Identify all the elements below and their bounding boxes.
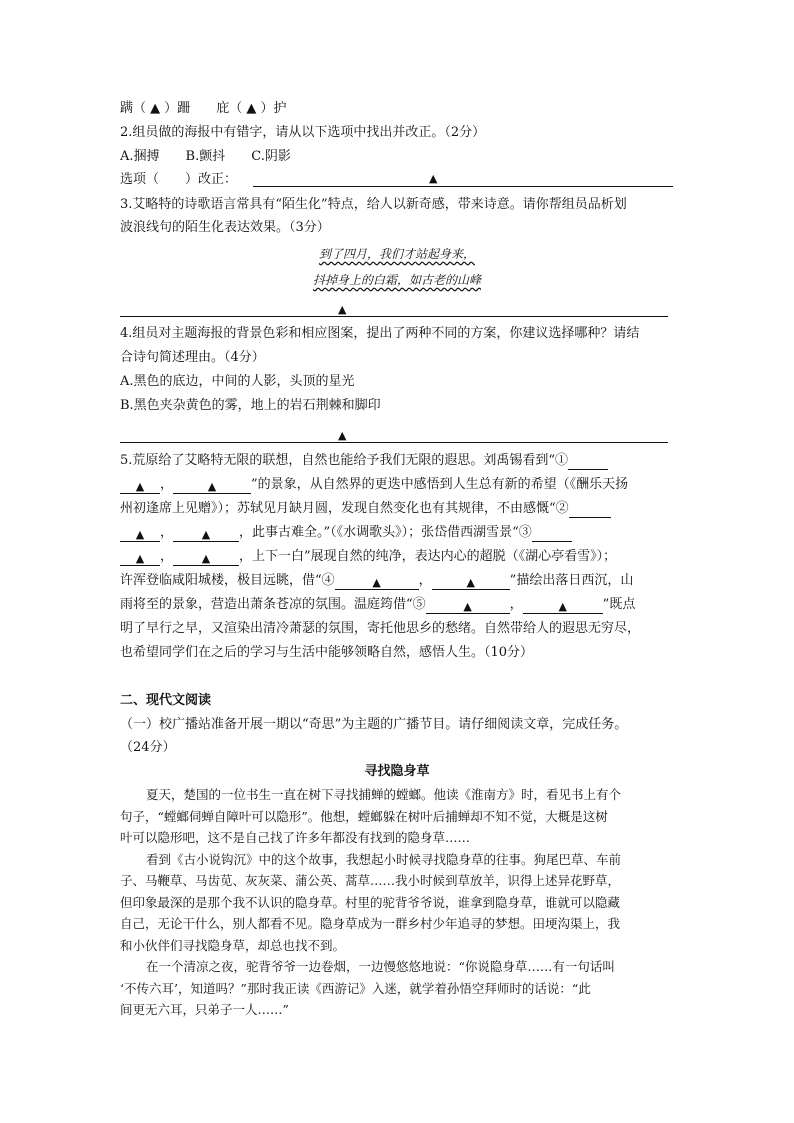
q3-prompt-1: 3.艾略特的诗歌语言常具有“陌生化”特点，给人以新奇感，带来诗意。请你帮组员品析划 — [120, 197, 627, 212]
article-p2-3: 但印象最深的是那个我不认识的隐身草。村里的驼背爷爷说，谁拿到隐身草，谁就可以隐藏 — [120, 895, 621, 910]
article-p3-1: 在一个清凉之夜，驼背爷爷一边卷烟，一边慢悠悠地说：“你说隐身草……有一句话叫 — [146, 959, 615, 974]
q3-answer-line[interactable] — [120, 316, 668, 317]
q5-blank-1a[interactable] — [568, 454, 608, 470]
q4-answer-line[interactable] — [120, 442, 668, 443]
q5-blank-5b[interactable]: ▲ — [523, 598, 603, 614]
q5-line-8: 明了早行之早，又渲染出清冷萧瑟的氛围，寄托他思乡的愁绪。自然带给人的遐思无穷尽， — [120, 621, 641, 636]
q3-poem-1: 到了四月，我们才站起身来， — [318, 247, 475, 261]
article-p2-2: 子、马鞭草、马齿苋、灰灰菜、蒲公英、蒿草……我小时候到草放羊，识得上述异花野草， — [120, 873, 621, 888]
q4-option-b: B.黑色夹杂黄色的雾，地上的岩石荆棘和脚印 — [120, 398, 381, 413]
article-p2-4: 自己，无论干什么，别人都看不见。隐身草成为一群乡村少年追寻的梦想。田埂沟渠上，我 — [120, 916, 621, 931]
article-p2-5: 和小伙伴们寻找隐身草，却总也找不到。 — [120, 938, 346, 953]
q5-blank-3a[interactable] — [532, 526, 572, 542]
q5-line-4: ▲ ， ▲ ，此事古难全。”（《水调歌头》）；张岱借西湖雪景“③ — [120, 524, 572, 542]
q2-answer-line — [120, 171, 237, 189]
q5-blank-5a[interactable]: ▲ — [426, 598, 510, 614]
pinyin-line: 蹒（ ▲ ）跚 庇（ ▲ ）护 — [120, 101, 287, 116]
article-p3-2: ‘不传六耳’，知道吗？”那时我正读《西游记》入迷，就学着孙悟空拜师时的话说：“此 — [120, 981, 591, 996]
q2-options: A.捆搏 B.颤抖 C.阴影 — [120, 149, 291, 164]
q5-blank-1b[interactable]: ▲ — [120, 478, 160, 494]
q2-prompt: 2.组员做的海报中有错字，请从以下选项中找出并改正。（2分） — [120, 125, 486, 140]
q5-blank-2a[interactable] — [569, 502, 611, 518]
q5-blank-4a[interactable]: ▲ — [335, 574, 419, 590]
q4-prompt-1: 4.组员对主题海报的背景色彩和相应图案，提出了两种不同的方案，你建议选择哪种？请结 — [120, 326, 640, 341]
q5-line-2: ▲ ， ▲ ”的景象，从自然界的更迭中感悟到人生总有新的希望（《酬乐天扬 — [120, 476, 628, 494]
q5-line-1: 5.荒原给了艾略特无限的联想，自然也能给予我们无限的遐思。刘禹锡看到“① — [120, 452, 608, 470]
article-p1-1: 夏天，楚国的一位书生一直在树下寻找捕蝉的螳螂。他读《淮南方》时，看见书上有个 — [146, 787, 622, 802]
article-title: 寻找隐身草 — [364, 764, 430, 779]
q2-answer-label: 选项（ ）改正： — [120, 172, 238, 187]
q5-blank-4b[interactable]: ▲ — [432, 574, 510, 590]
section-2-intro-1: （一）校广播站准备开展一期以“奇思”为主题的广播节目。请仔细阅读文章，完成任务。 — [120, 717, 628, 732]
q5-line-9: 也希望同学们在之后的学习与生活中能够领略自然，感悟人生。（10分） — [120, 645, 534, 660]
q5-blank-3c[interactable]: ▲ — [173, 550, 239, 566]
q5-line-7: 雨将至的景象，营造出萧条苍凉的氛围。温庭筠借“⑤ ▲ ， ▲ ”既点 — [120, 597, 636, 613]
article-p3-3: 间更无六耳，只弟子一人……” — [120, 1002, 289, 1017]
q5-line-3: 州初逢席上见赠》）；苏轼见月缺月圆，发现自然变化也有其规律，不由感慨“② — [120, 500, 611, 518]
section-2-heading: 二、现代文阅读 — [120, 693, 212, 708]
q3-prompt-2: 波浪线句的陌生化表达效果。（3分） — [120, 220, 330, 235]
section-2-intro-2: （24分） — [120, 740, 176, 755]
article-p2-1: 看到《古小说钩沉》中的这个故事，我想起小时候寻找隐身草的往事。狗尾巴草、车前 — [146, 852, 622, 867]
q5-blank-2c[interactable]: ▲ — [173, 526, 239, 542]
q5-line-5: ▲ ， ▲ ，上下一白”展现自然的纯净，表达内心的超脱（《湖心亭看雪》）； — [120, 548, 616, 566]
q5-blank-1c[interactable]: ▲ — [173, 478, 251, 494]
q5-blank-3b[interactable]: ▲ — [120, 550, 160, 566]
article-p1-2: 句子，“螳螂伺蝉自障叶可以隐形”。他想，螳螂躲在树叶后捕蝉却不知不觉，大概是这树 — [120, 809, 608, 824]
q4-option-a: A.黑色的底边，中间的人影，头顶的星光 — [120, 374, 355, 389]
q4-prompt-2: 合诗句简述理由。（4分） — [120, 350, 265, 365]
q3-answer-mark: ▲ — [338, 303, 347, 316]
q2-answer-mark: ▲ — [429, 172, 438, 185]
q3-poem-2: 抖掉身上的白霜，如古老的山峰 — [312, 273, 481, 287]
q5-blank-2b[interactable]: ▲ — [120, 526, 160, 542]
q4-answer-mark: ▲ — [338, 429, 347, 442]
article-p1-3: 叶可以隐形吧，这不是自己找了许多年都没有找到的隐身草…… — [120, 830, 471, 845]
q2-answer-blank[interactable] — [253, 186, 673, 187]
q5-line-6: 许浑登临咸阳城楼，极目远眺，借“④ ▲ ， ▲ ”描绘出落日西沉，山 — [120, 573, 634, 589]
